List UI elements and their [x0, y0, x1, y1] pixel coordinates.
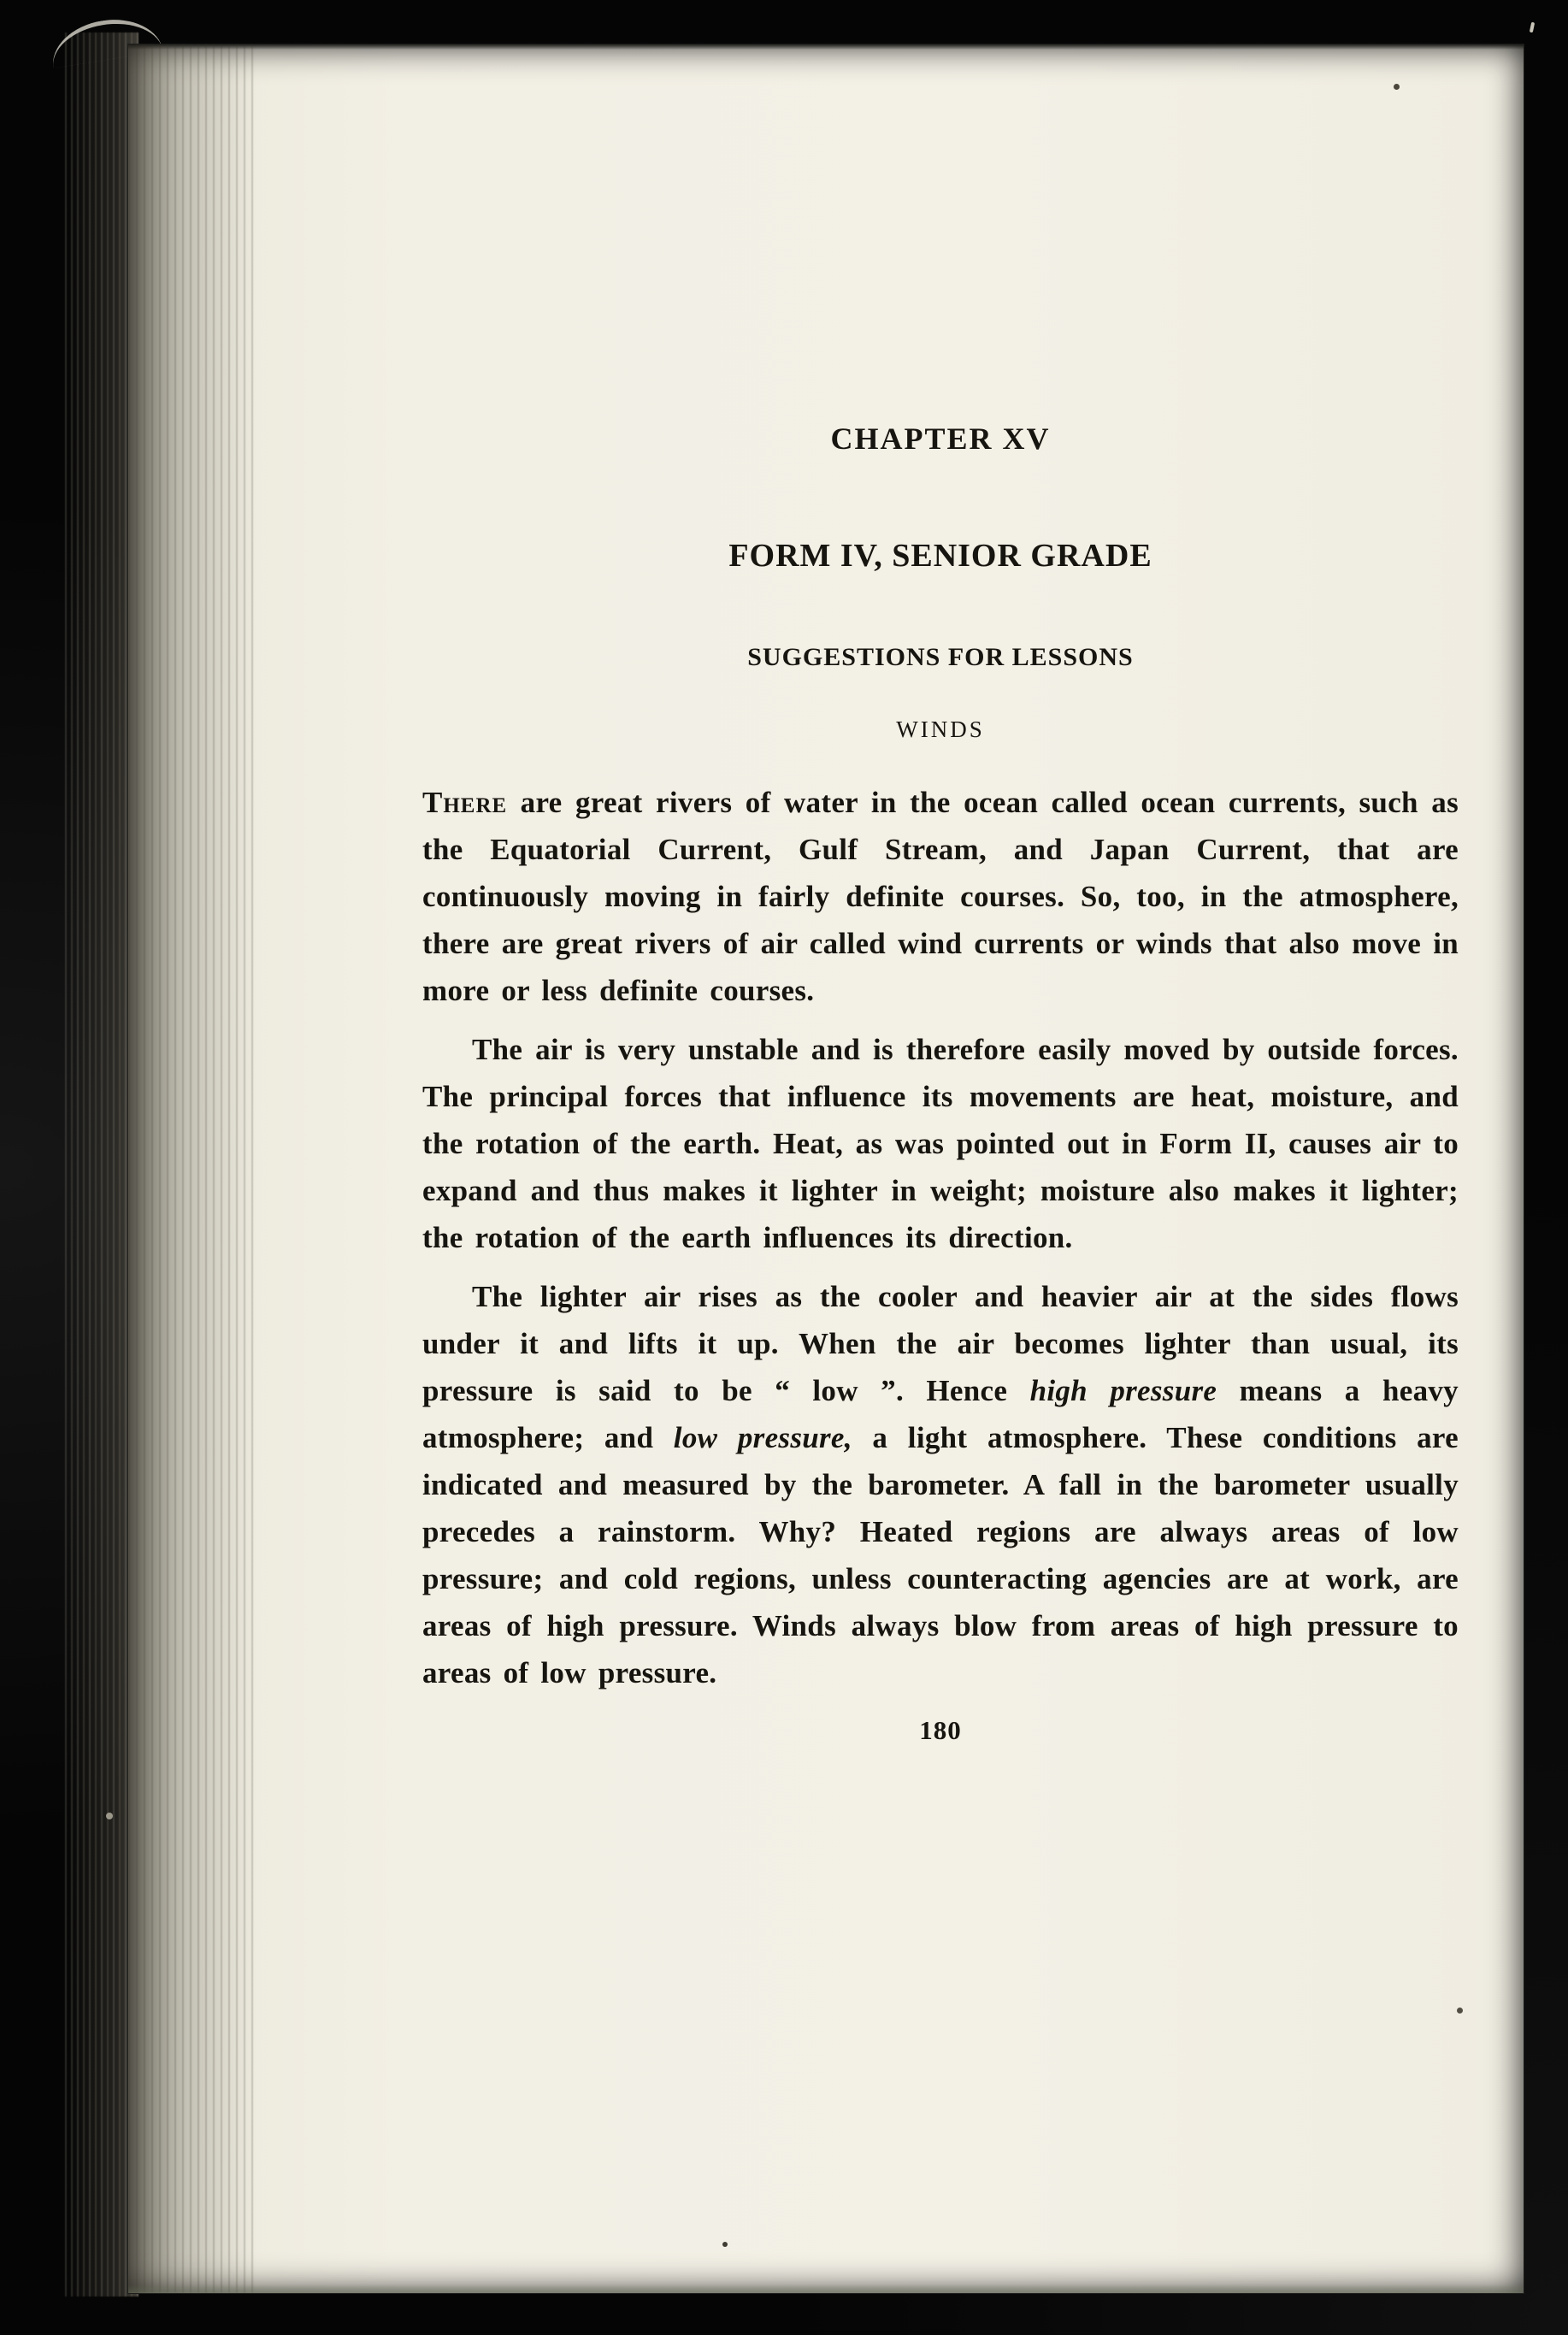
- paragraph: [422, 1273, 1459, 1696]
- body-text: [422, 779, 1459, 1696]
- text-run: means a heavy atmosphere; and: [422, 1374, 1459, 1454]
- scan-speck: [722, 2242, 728, 2247]
- paragraph: [422, 1026, 1459, 1261]
- chapter-heading: CHAPTER XV: [830, 422, 1051, 456]
- section-heading-winds: WINDS: [896, 716, 985, 742]
- text-run: a light atmosphere. These conditions are indicated and measured by the barometer. A fall in the barometer usually precedes a rainstorm. Why? Heated regions are always areas of low pressure; and cold regions, unless counteracting agencies are at work, are areas of high pressure. Winds always blow from areas of high pressure to areas of low pressure.: [422, 1421, 1459, 1689]
- text-run: The lighter air rises as the cooler and heavier air at the sides flows under it and lifts it up. When the air becomes lighter than usual, its pressure is said to be “ low ”. Hence: [422, 1280, 1459, 1407]
- text-run: are great rivers of water in the ocean called ocean currents, such as the Equatorial Current, Gulf Stream, and Japan Current, that are continuously moving in fairly definite courses. So, too, in the atmosphere, there are great rivers of air called wind currents or winds that also move in more or less definite courses.: [422, 786, 1459, 1007]
- text-run-smallcaps: There: [422, 786, 508, 819]
- paragraph: [422, 779, 1459, 1014]
- suggestions-heading: SUGGESTIONS FOR LESSONS: [747, 643, 1134, 671]
- text-run-italic: high pressure: [1029, 1374, 1217, 1407]
- text-run: The air is very unstable and is therefore easily moved by outside forces. The principal forces that influence its movements are heat, moisture, and the rotation of the earth. Heat, as was pointed out in Form II, causes air to expand and thus makes it lighter in weight; moisture also makes it lighter; the rotation of the earth influences its direction.: [422, 1033, 1459, 1254]
- page-number: 180: [919, 1715, 962, 1745]
- scan-speck: [1394, 84, 1400, 90]
- page-content: [422, 421, 1459, 1746]
- scan-speck: [1457, 2008, 1463, 2014]
- book-page: [128, 44, 1524, 2293]
- scan-speck: [1530, 22, 1535, 33]
- scan-speck: [106, 1813, 113, 1819]
- text-run-italic: low pressure,: [673, 1421, 852, 1454]
- gutter-shadow: [128, 44, 256, 2293]
- form-grade-heading: FORM IV, SENIOR GRADE: [728, 538, 1152, 574]
